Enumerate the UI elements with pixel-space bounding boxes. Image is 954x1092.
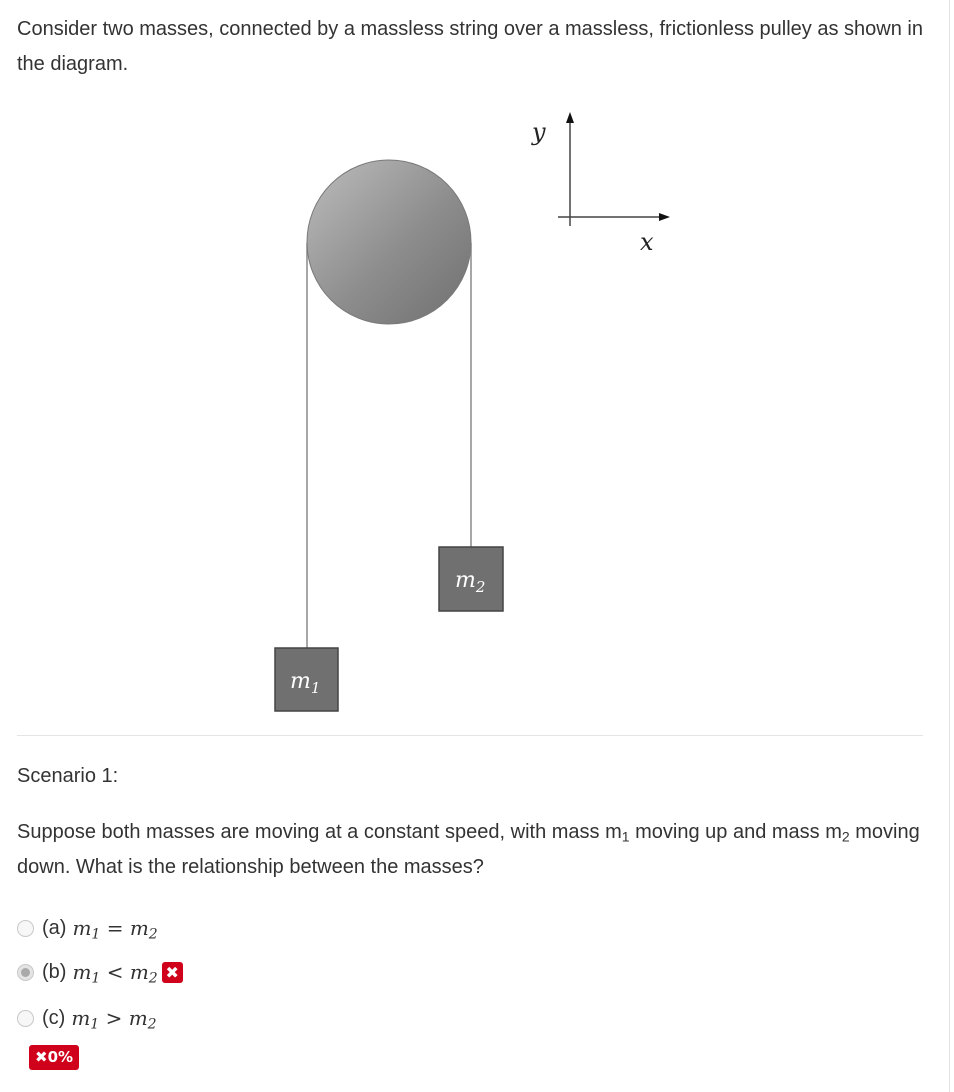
option-c-radio[interactable] <box>17 1010 34 1027</box>
question-text: Suppose both masses are moving at a constant speed, with mass $m_1$ moving up and mass $m_2$ moving down. What is the relationship between the masses? <box>17 821 920 878</box>
mass-1-label: $m_1$ <box>290 669 321 697</box>
score-badge <box>29 1045 79 1070</box>
option-b-letter: (b) <box>42 960 67 983</box>
option-b-math: $m_1 < m_2$ <box>72 960 158 987</box>
intro-text: Consider two masses, connected by a massless string over a massless, frictionless pulley as shown in the diagram. <box>17 18 923 75</box>
x-axis-arrow <box>659 213 670 221</box>
score-x-icon: ✖ <box>35 1048 48 1066</box>
option-c-math: $m_1 > m_2$ <box>71 1006 157 1033</box>
x-axis-label: x <box>640 228 654 256</box>
option-c-letter: (c) <box>42 1006 66 1029</box>
option-a-letter: (a) <box>42 916 67 939</box>
option-c[interactable] <box>17 1003 157 1033</box>
close-icon: ✖ <box>162 962 183 983</box>
scenario-title: Scenario 1: <box>17 765 119 787</box>
option-a[interactable] <box>17 913 158 943</box>
option-b-radio[interactable] <box>17 964 34 981</box>
pulley-wheel <box>307 160 471 324</box>
option-a-radio[interactable] <box>17 920 34 937</box>
mass-2-label: $m_2$ <box>455 568 486 596</box>
section-divider <box>17 735 923 736</box>
y-axis-label: y <box>532 118 546 146</box>
y-axis-arrow <box>566 112 574 123</box>
option-a-math: $m_1 = m_2$ <box>72 916 158 943</box>
option-b[interactable] <box>17 957 183 987</box>
score-value: 0% <box>47 1048 74 1066</box>
